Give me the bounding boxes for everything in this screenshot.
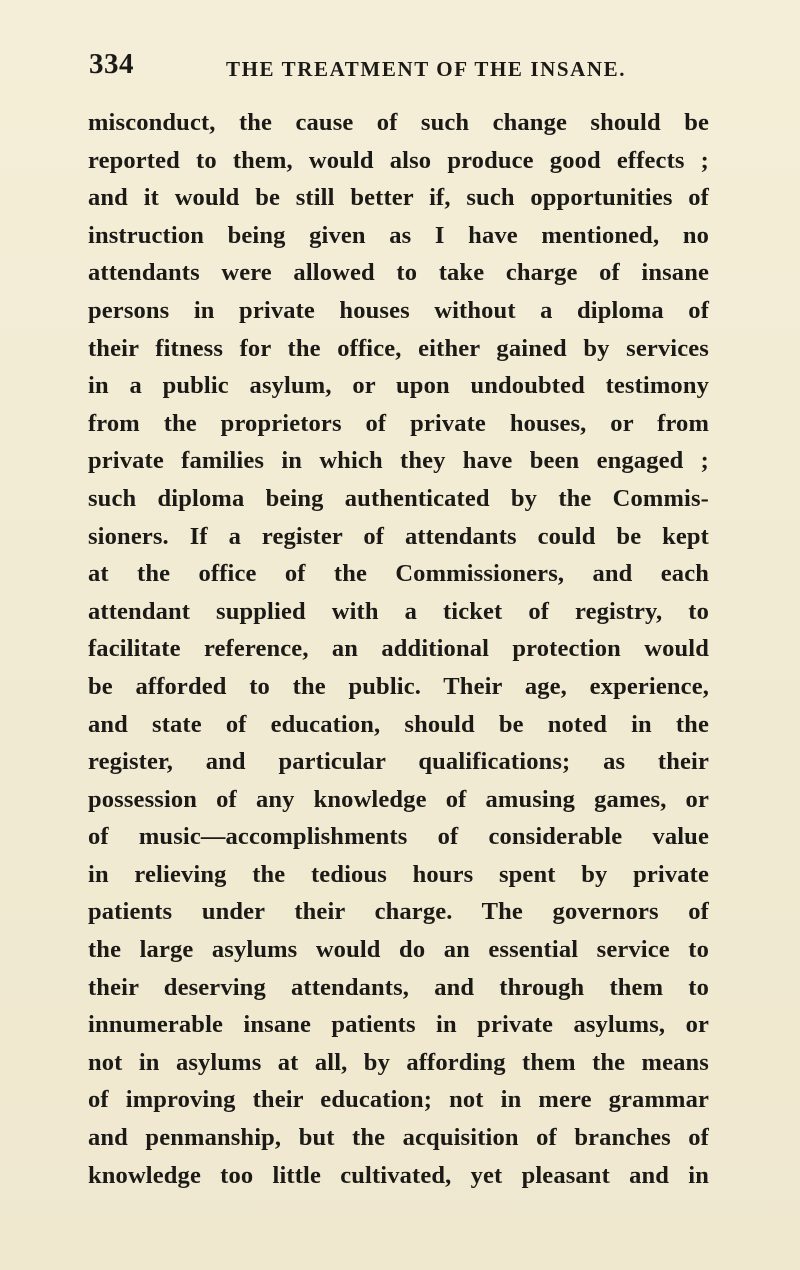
- text-line: persons in private houses without a diploma of: [88, 296, 709, 324]
- text-line: facilitate reference, an additional protection would: [88, 635, 709, 663]
- text-line: their fitness for the office, either gained by services: [88, 334, 709, 362]
- text-line: and it would be still better if, such opportunities of: [88, 184, 709, 212]
- text-line: be afforded to the public. Their age, experience,: [88, 672, 709, 700]
- text-line: attendant supplied with a ticket of registry, to: [88, 597, 709, 625]
- text-line: innumerable insane patients in private asylums, or: [88, 1011, 709, 1039]
- text-line: register, and particular qualifications; as their: [88, 748, 709, 776]
- text-line: in a public asylum, or upon undoubted testimony: [88, 372, 709, 400]
- text-line: knowledge too little cultivated, yet pleasant and in: [88, 1161, 709, 1189]
- page-number: 334: [89, 48, 134, 80]
- page-header: [89, 44, 729, 84]
- text-line: from the proprietors of private houses, or from: [88, 409, 709, 437]
- text-line: and state of education, should be noted in the: [88, 710, 709, 738]
- text-line: and penmanship, but the acquisition of branches of: [88, 1124, 709, 1152]
- text-line: their deserving attendants, and through them to: [88, 973, 709, 1001]
- text-line: in relieving the tedious hours spent by private: [88, 860, 709, 888]
- text-line: attendants were allowed to take charge of insane: [88, 259, 709, 287]
- text-line: misconduct, the cause of such change should be: [88, 109, 709, 136]
- text-line: instruction being given as I have mentioned, no: [88, 221, 709, 249]
- running-head: THE TREATMENT OF THE INSANE.: [226, 57, 627, 81]
- text-line: possession of any knowledge of amusing games, or: [88, 785, 709, 813]
- text-line: of music—accomplishments of considerable value: [88, 823, 709, 851]
- text-line: the large asylums would do an essential service to: [88, 936, 709, 964]
- text-line: sioners. If a register of attendants could be kept: [88, 522, 709, 550]
- text-line: reported to them, would also produce good effects ;: [88, 146, 709, 174]
- text-line: not in asylums at all, by affording them the means: [88, 1048, 709, 1076]
- text-line: of improving their education; not in mere grammar: [88, 1086, 709, 1114]
- text-line: such diploma being authenticated by the Commis-: [88, 484, 709, 512]
- text-line: private families in which they have been engaged ;: [88, 447, 709, 475]
- text-line: patients under their charge. The governors of: [88, 898, 709, 926]
- text-line: at the office of the Commissioners, and each: [88, 560, 709, 588]
- body-text: [88, 104, 709, 1194]
